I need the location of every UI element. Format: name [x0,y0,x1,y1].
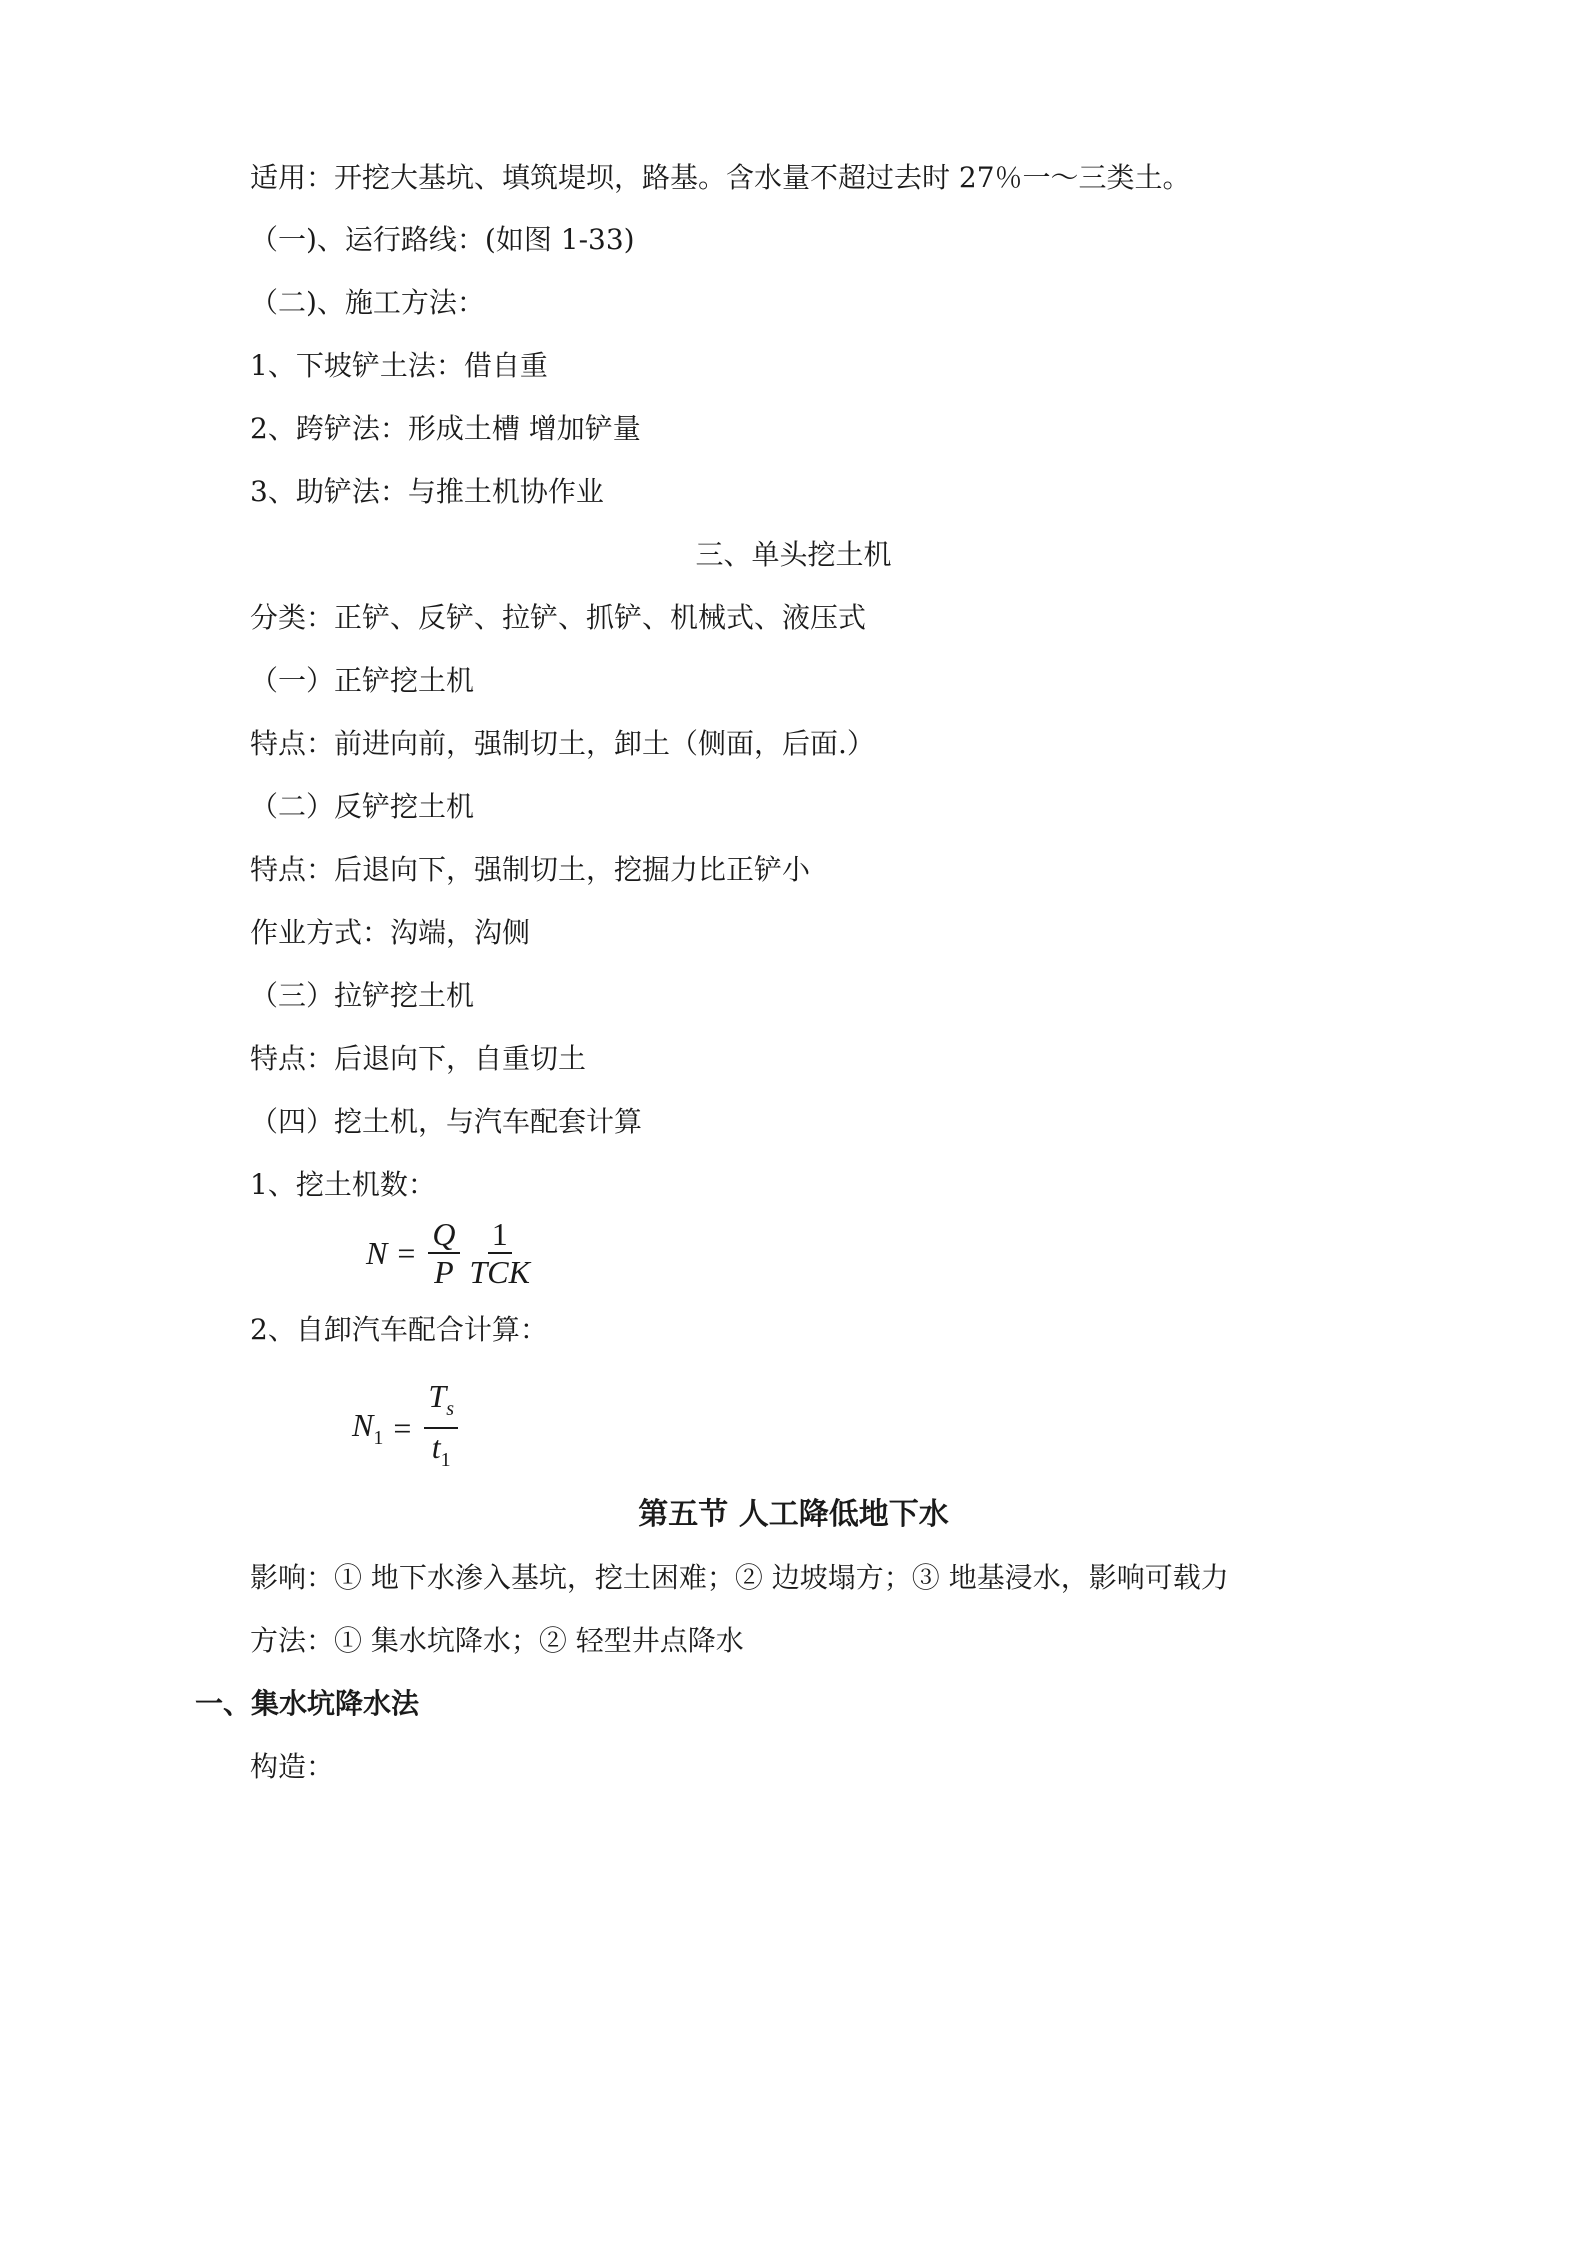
formula-numerator: 1 [488,1216,512,1254]
subsection-heading: 一、集水坑降水法 [195,1687,420,1720]
formula-fraction [466,1216,534,1290]
formula-denominator [428,1429,455,1478]
formula-fraction [424,1378,458,1478]
formula-subscript: s [446,1398,454,1420]
section-title: 第五节 人工降低地下水 [638,1497,949,1532]
text-line: 特点：前进向前，强制切土，卸土（侧面，后面.） [250,727,875,760]
text-line: 分类：正铲、反铲、拉铲、抓铲、机械式、液压式 [250,601,867,634]
text-line: 作业方式：沟端，沟侧 [250,916,531,949]
text-line: 适用：开挖大基坑、填筑堤坝，路基。含水量不超过去时 27％一～三类土。 [250,161,1191,194]
text-line: （一）正铲挖土机 [250,664,475,697]
text-line: （三）拉铲挖土机 [250,979,475,1012]
formula-numerator-letter: T [428,1378,447,1414]
formula-numerator [424,1378,458,1429]
text-line: （一)、运行路线：(如图 1-33) [250,223,635,256]
formula-truck-count [352,1378,461,1478]
text-line: 方法：① 集水坑降水；② 轻型井点降水 [250,1624,744,1657]
formula-fraction [428,1216,459,1290]
text-line: （四）挖土机，与汽车配套计算 [250,1105,643,1138]
text-line: 影响：① 地下水渗入基坑，挖土困难；② 边坡塌方；③ 地基浸水，影响可载力 [250,1561,1229,1594]
formula-denominator-letter: t [431,1429,441,1465]
formula-denominator: P [434,1254,454,1290]
formula-symbol [352,1407,383,1450]
text-line: 特点：后退向下，强制切土，挖掘力比正铲小 [250,853,811,886]
formula-subscript: 1 [373,1426,384,1449]
text-line: 1、下坡铲土法：借自重 [250,349,548,382]
text-line: 构造： [250,1750,335,1783]
text-line: 1、挖土机数： [250,1168,436,1201]
formula-equals: = [397,1234,416,1271]
text-line: 3、助铲法：与推土机协作业 [250,475,604,508]
text-line: 2、自卸汽车配合计算： [250,1313,548,1346]
formula-numerator: Q [428,1216,459,1254]
formula-symbol: N [366,1234,388,1271]
formula-equals: = [393,1409,412,1446]
formula-excavator-count [366,1216,537,1290]
formula-denominator: TCK [469,1254,530,1290]
text-line: （二)、施工方法： [250,286,485,319]
text-line: 特点：后退向下，自重切土 [250,1042,587,1075]
text-line: 2、跨铲法：形成土槽 增加铲量 [250,412,641,445]
text-line: （二）反铲挖土机 [250,790,475,823]
formula-symbol-letter: N [352,1406,374,1443]
formula-subscript: 1 [440,1449,451,1471]
subsection-heading: 三、单头挖土机 [695,538,892,571]
